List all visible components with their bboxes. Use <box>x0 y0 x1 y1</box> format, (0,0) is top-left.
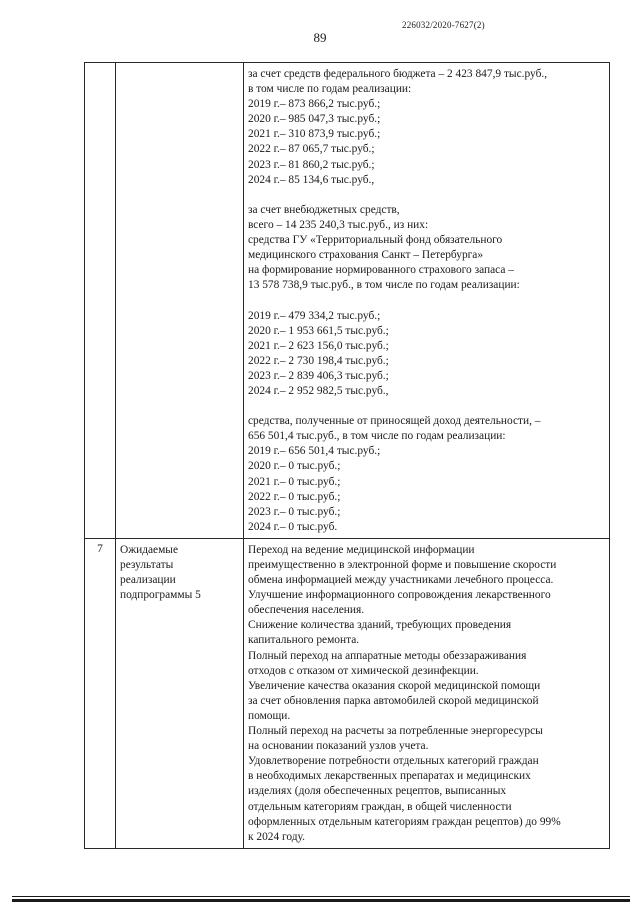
blank-line <box>248 399 606 414</box>
text-line: 2024 г.– 2 952 982,5 тыс.руб., <box>248 384 389 397</box>
text-line: Улучшение информационного сопровождения лекарственного <box>248 589 551 602</box>
text-line: 2021 г.– 2 623 156,0 тыс.руб.; <box>248 339 389 352</box>
text-line: 2022 г.– 0 тыс.руб.; <box>248 490 341 503</box>
text-line: на основании показаний узлов учета. <box>248 740 429 753</box>
text-line: 2024 г.– 85 134,6 тыс.руб., <box>248 173 375 186</box>
row-label-cell <box>116 538 244 848</box>
text-line: 2023 г.– 0 тыс.руб.; <box>248 505 341 518</box>
text-line: за счет средств федерального бюджета – 2 423 847,9 тыс.руб., <box>248 68 548 80</box>
blank-line <box>248 188 606 203</box>
text-line: за счет обновления парка автомобилей скорой медицинской <box>248 694 539 707</box>
text-line: Удовлетворение потребности отдельных категорий граждан <box>248 755 539 768</box>
footer-rule-thin <box>12 896 630 897</box>
text-line: всего – 14 235 240,3 тыс.руб., из них: <box>248 218 429 231</box>
row-number-cell <box>85 63 116 539</box>
text-line: 2019 г.– 479 334,2 тыс.руб.; <box>248 309 381 322</box>
page-number: 89 <box>313 30 327 45</box>
text-line: Переход на ведение медицинской информации <box>248 543 475 556</box>
text-line: 2022 г.– 2 730 198,4 тыс.руб.; <box>248 354 389 367</box>
text-line: 13 578 738,9 тыс.руб., в том числе по годам реализации: <box>248 279 520 292</box>
text-line: обеспечения населения. <box>248 604 365 617</box>
label-line: Ожидаемые <box>120 543 179 556</box>
text-line: медицинского страхования Санкт – Петербурга» <box>248 249 484 262</box>
text-line: к 2024 году. <box>248 830 305 843</box>
text-line: средства, полученные от приносящей доход деятельности, – <box>248 415 541 428</box>
program-passport-table <box>84 62 610 849</box>
text-line: за счет внебюджетных средств, <box>248 203 400 216</box>
funding-volume-cell <box>244 63 610 539</box>
text-line: 2023 г.– 81 860,2 тыс.руб.; <box>248 158 375 171</box>
row-number: 7 <box>97 542 103 555</box>
footer-rule-thick <box>12 899 630 902</box>
text-line: 2021 г.– 0 тыс.руб.; <box>248 475 341 488</box>
text-line: 656 501,4 тыс.руб., в том числе по годам реализации: <box>248 430 506 443</box>
text-line: 2021 г.– 310 873,9 тыс.руб.; <box>248 128 381 141</box>
table-row-expected-results <box>85 538 610 848</box>
row-number-cell <box>85 538 116 848</box>
expected-results-text <box>244 539 609 848</box>
text-line: помощи. <box>248 709 291 722</box>
text-line: 2023 г.– 2 839 406,3 тыс.руб.; <box>248 369 389 382</box>
text-line: изделиях (доля обеспеченных рецептов, выписанных <box>248 785 507 798</box>
table-row-funding <box>85 63 610 539</box>
document-registration-number: 226032/2020-7627(2) <box>402 20 485 30</box>
text-line: 2022 г.– 87 065,7 тыс.руб.; <box>248 143 375 156</box>
text-line: на формирование нормированного страхового запаса – <box>248 264 514 277</box>
text-line: 2024 г.– 0 тыс.руб. <box>248 520 338 533</box>
text-line: 2020 г.– 0 тыс.руб.; <box>248 460 341 473</box>
expected-results-cell <box>244 538 610 848</box>
text-line: преимущественно в электронной форме и повышение скорости <box>248 559 557 571</box>
text-line: в том числе по годам реализации: <box>248 83 412 96</box>
text-line: 2020 г.– 985 047,3 тыс.руб.; <box>248 113 381 126</box>
text-line: Снижение количества зданий, требующих проведения <box>248 619 512 632</box>
funding-text <box>244 63 609 538</box>
text-line: оформленных отдельным категориям граждан рецептов) до 99% <box>248 815 561 828</box>
text-line: Полный переход на аппаратные методы обеззараживания <box>248 649 527 662</box>
text-line: 2020 г.– 1 953 661,5 тыс.руб.; <box>248 324 389 337</box>
text-line: в необходимых лекарственных препаратах и медицинских <box>248 770 531 783</box>
text-line: Увеличение качества оказания скорой медицинской помощи <box>248 679 541 692</box>
label-line: результаты <box>120 559 174 571</box>
blank-line <box>248 293 606 308</box>
label-line: реализации <box>120 574 176 587</box>
row-label-cell <box>116 63 244 539</box>
text-line: отдельным категориям граждан, в общей численности <box>248 800 512 813</box>
text-line: отходов с отказом от химической дезинфекции. <box>248 664 479 677</box>
text-line: средства ГУ «Территориальный фонд обязательного <box>248 234 503 247</box>
text-line: Полный переход на расчеты за потребленные энергоресурсы <box>248 725 543 738</box>
text-line: капитального ремонта. <box>248 634 360 647</box>
text-line: 2019 г.– 656 501,4 тыс.руб.; <box>248 445 381 458</box>
text-line: 2019 г.– 873 866,2 тыс.руб.; <box>248 98 381 111</box>
row-label <box>116 539 243 605</box>
text-line: обмена информацией между участниками лечебного процесса. <box>248 574 554 587</box>
label-line: подпрограммы 5 <box>120 589 201 602</box>
